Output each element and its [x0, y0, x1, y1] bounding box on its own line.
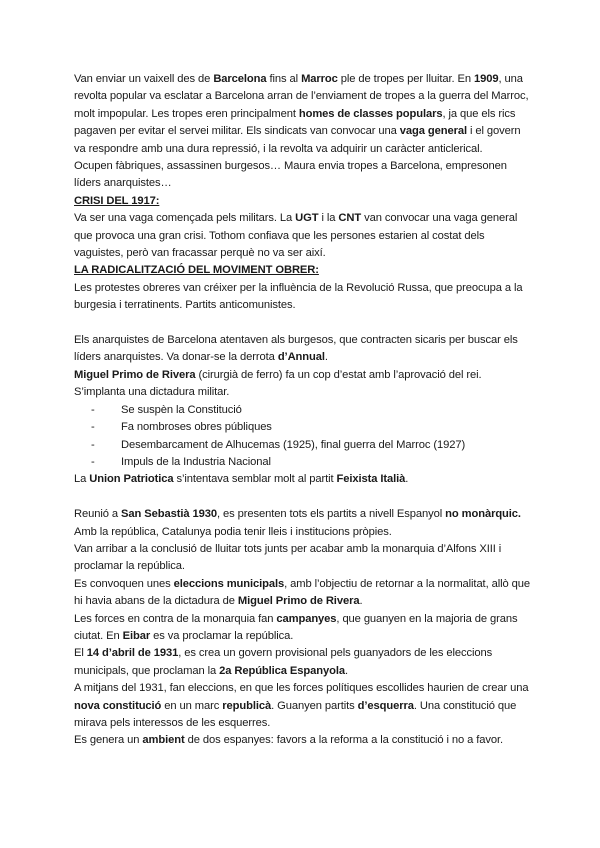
- paragraph: [74, 680, 534, 732]
- bold-text: homes de classes populars: [298, 107, 443, 120]
- paragraph: [74, 367, 534, 402]
- text-run: de dos espanyes: favors a la reforma a la constitució i no a favor.: [184, 734, 504, 747]
- list-item: - Fa nombroses obres públiques: [91, 419, 534, 436]
- bold-text: campanyes: [276, 612, 337, 625]
- text-run: , es presenten tots els partits a nivell Espanyol: [216, 508, 446, 521]
- bold-text: no monàrquic.: [445, 508, 521, 521]
- bold-text: Union Patriotica: [89, 473, 174, 486]
- text-run: ple de tropes per lluitar. En: [337, 73, 474, 85]
- text-run: .: [324, 351, 328, 364]
- paragraph: [74, 471, 534, 488]
- paragraph-spacer: [74, 489, 534, 506]
- paragraph: [74, 541, 534, 576]
- list-item: - Desembarcament de Alhucemas (1925), final guerra del Marroc (1927): [91, 437, 534, 454]
- bold-text: CNT: [338, 212, 362, 225]
- text-run: Els anarquistes de Barcelona atentaven als burgesos, que contracten sicaris per buscar els líders anarquistes. Va donar-se la derrota: [74, 334, 518, 364]
- text-run: fins al: [266, 73, 302, 85]
- text-run: Es convoquen unes: [74, 577, 174, 590]
- text-run: Van enviar un vaixell des de: [74, 73, 214, 85]
- paragraph: [74, 280, 534, 315]
- paragraph: [74, 576, 534, 611]
- text-run: .: [345, 664, 349, 677]
- paragraph: [74, 71, 534, 158]
- text-run: Van arribar a la conclusió de lluitar tots junts per acabar amb la monarquia d’Alfons XIII i proclamar la república.: [74, 542, 502, 573]
- text-run: , que guanyen en la majoria de grans ciutat. En: [74, 612, 518, 642]
- bold-text: UGT: [295, 212, 319, 225]
- text-run: Reunió a: [74, 508, 121, 521]
- bold-text: vaga general: [399, 125, 467, 138]
- bold-text: 1909: [473, 73, 499, 85]
- section-heading: [74, 262, 534, 279]
- text-run: . Una constitució que mirava pels interessos de les esquerres.: [74, 699, 517, 729]
- text-run: (cirurgià de ferro) fa un cop d’estat amb l’aprovació del rei. S’implanta una dictadura militar.: [74, 368, 482, 399]
- text-run: i la: [318, 212, 339, 225]
- text-run: .: [359, 595, 363, 608]
- text-run: El: [74, 647, 87, 660]
- text-run: , es crea un govern provisional pels guanyadors de les eleccions municipals, que proclaman la: [74, 647, 493, 677]
- text-run: Ocupen fàbriques, assassinen burgesos… Maura envia tropes a Barcelona, empresonen líders anarquistes…: [74, 160, 507, 190]
- text-run: Va ser una vaga començada pels militars. La: [74, 212, 296, 225]
- paragraph: [74, 506, 534, 523]
- paragraph: [74, 645, 534, 680]
- bold-text: Marroc: [301, 73, 338, 85]
- list-item: - Impuls de la Industria Nacional: [91, 454, 534, 471]
- bold-text: republicà: [222, 699, 272, 712]
- bold-text: eleccions municipals: [173, 577, 285, 590]
- text-run: , amb l’objectiu de retornar a la normalitat, allò que hi havia abans de la dictadura de: [74, 577, 530, 608]
- text-run: . Guanyen partits: [271, 699, 358, 712]
- bold-text: Feixista Italià: [336, 473, 406, 486]
- bold-text: Miguel Primo de Rivera: [237, 595, 360, 608]
- bold-text: Barcelona: [213, 73, 267, 85]
- paragraph: [74, 210, 534, 262]
- bold-text: nova constitució: [74, 699, 162, 712]
- text-run: s’intentava semblar molt al partit: [173, 473, 337, 486]
- text-run: es va proclamar la república.: [150, 629, 294, 642]
- text-run: A mitjans del 1931, fan eleccions, en que les forces polítiques escollides haurien de crear una: [74, 682, 529, 695]
- section-heading: [74, 193, 534, 210]
- text-run: La: [74, 473, 90, 486]
- text-run: LA RADICALITZACIÓ DEL MOVIMENT OBRER:: [74, 264, 319, 277]
- bold-text: Eibar: [122, 629, 151, 642]
- bold-text: d’esquerra: [357, 699, 414, 712]
- paragraph: [74, 158, 534, 193]
- bold-text: d’Annual: [277, 351, 325, 364]
- bold-text: ambient: [142, 734, 185, 747]
- paragraph: [74, 732, 534, 749]
- text-run: Les forces en contra de la monarquia fan: [74, 612, 277, 625]
- list-item: - Se suspèn la Constitució: [91, 402, 534, 419]
- text-run: en un marc: [161, 699, 223, 712]
- text-run: .: [405, 473, 409, 486]
- text-run: i el govern va respondre amb una dura repressió, i la revolta va adquirir un caràcter anticlerical.: [74, 125, 521, 155]
- text-run: Amb la república, Catalunya podia tenir lleis i institucions pròpies.: [74, 525, 392, 538]
- paragraph: [74, 332, 534, 367]
- bold-text: San Sebastià 1930: [121, 508, 217, 521]
- text-run: , ja que els rics pagaven per evitar el servei militar. Els sindicats van convocar una: [74, 107, 516, 138]
- text-run: , una revolta popular va esclatar a Barcelona arran de l’enviament de tropes a la guerra del Marroc, molt impopular. Les tropes eren principalment: [74, 73, 529, 120]
- text-run: Es genera un: [74, 734, 143, 747]
- bold-text: 2a República Espanyola: [219, 664, 345, 677]
- bold-text: Miguel Primo de Rivera: [74, 368, 196, 381]
- text-run: Les protestes obreres van créixer per la influència de la Revolució Russa, que preocupa a la burgesia i terratinents. Partits anticomunistes.: [74, 281, 523, 312]
- paragraph: [74, 524, 534, 541]
- bullet-list: [74, 402, 534, 472]
- text-run: van convocar una vaga general que provoca una gran crisi. Tothom confiava que les persones estarien al costat dels vaguistes, però van fracassar perquè no va ser així.: [74, 212, 518, 260]
- paragraph: [74, 611, 534, 646]
- text-run: CRISI DEL 1917:: [74, 194, 160, 207]
- bold-text: 14 d’abril de 1931: [86, 647, 179, 660]
- paragraph-spacer: [74, 315, 534, 332]
